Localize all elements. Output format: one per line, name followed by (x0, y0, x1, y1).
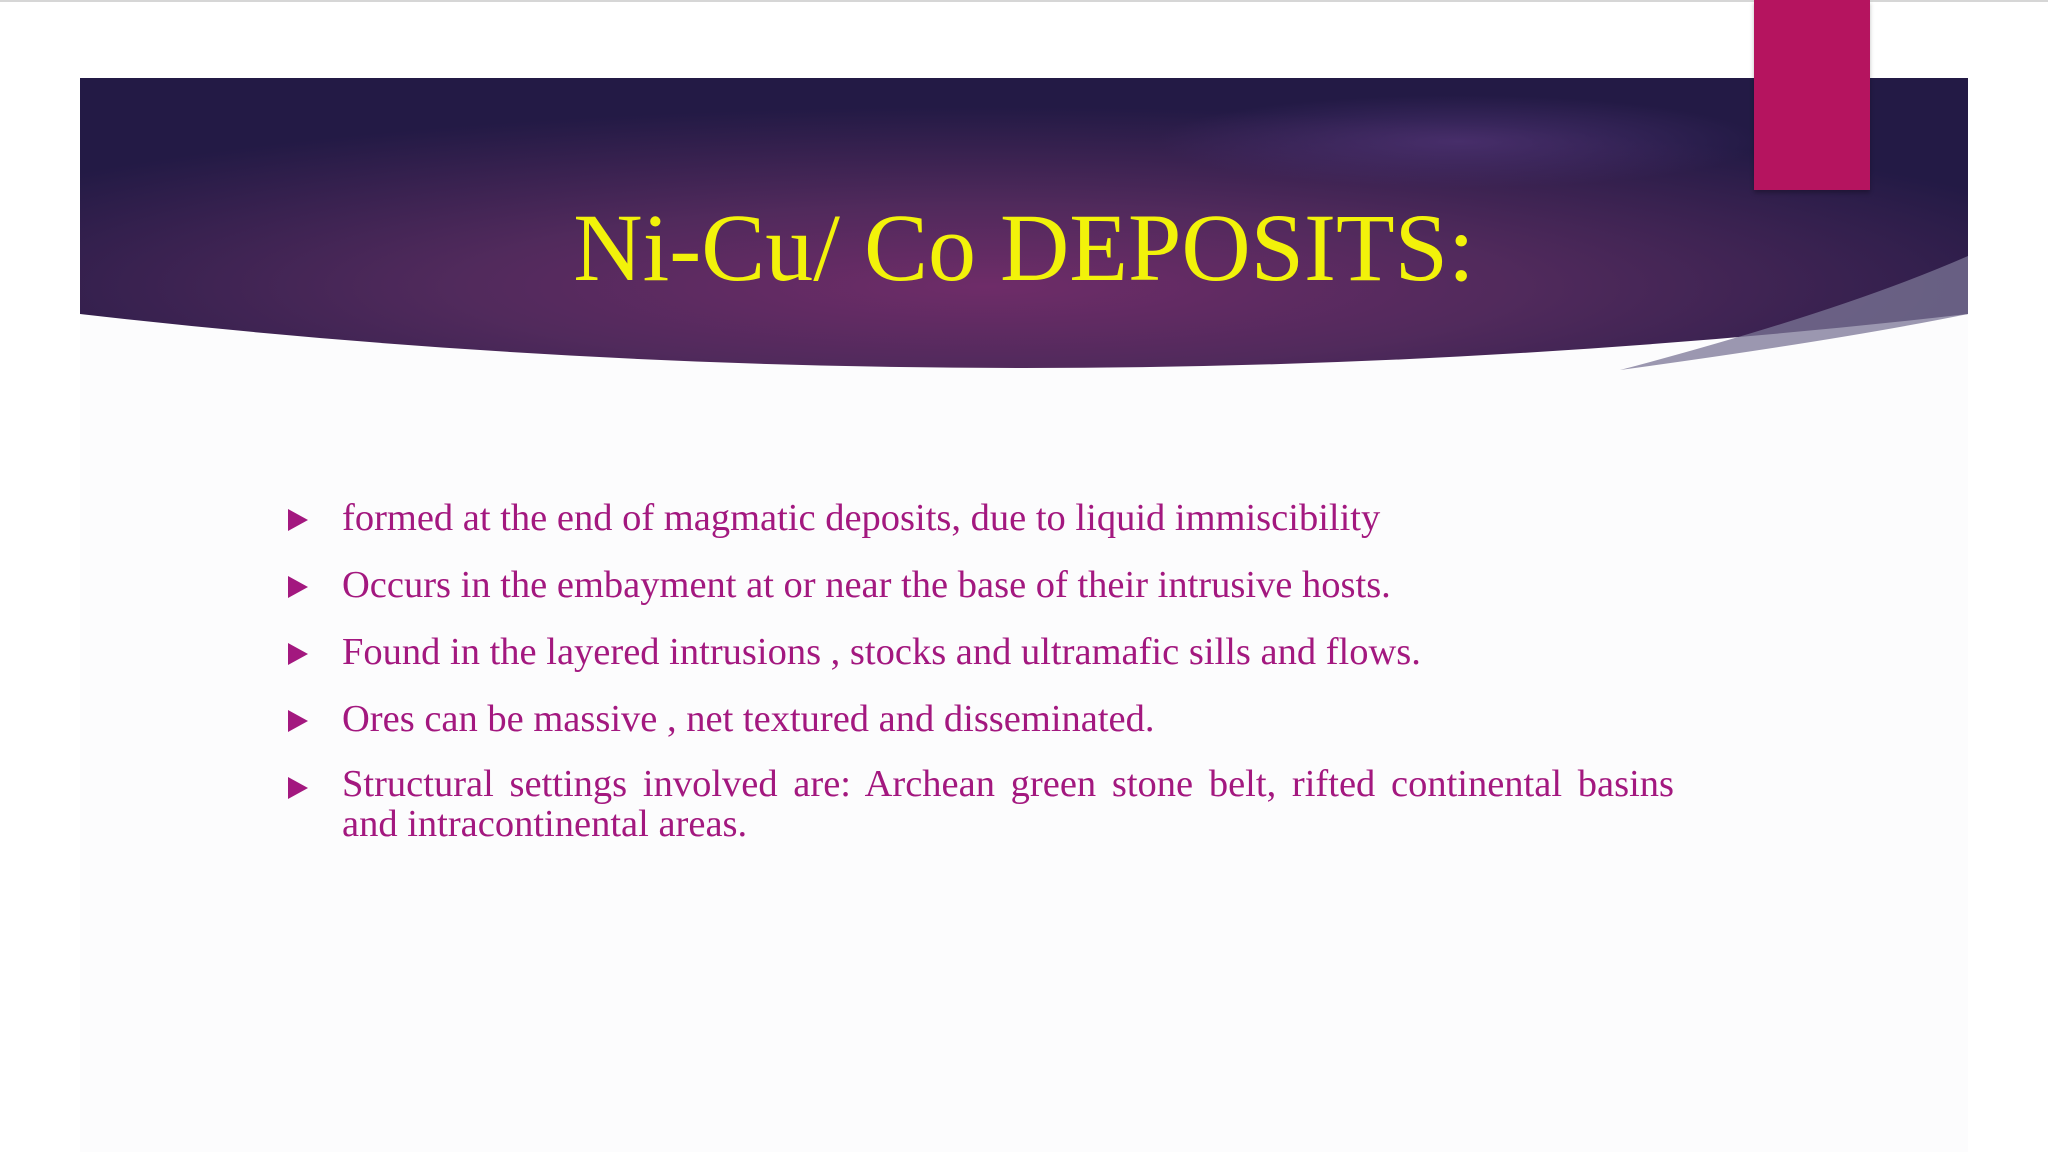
triangle-right-icon (288, 777, 308, 799)
triangle-right-icon (288, 710, 308, 732)
slide-title: Ni-Cu/ Co DEPOSITS: (573, 194, 1475, 301)
bullet-item (284, 764, 1674, 844)
bullet-text: Ores can be massive , net textured and disseminated. (342, 698, 1155, 740)
bullet-text: Structural settings involved are: Archean green stone belt, rifted continental basins and intracontinental areas. (342, 763, 1674, 845)
bullet-item (284, 496, 1674, 540)
accent-tab (1754, 0, 1870, 190)
bullet-item (284, 563, 1674, 607)
bullet-text: formed at the end of magmatic deposits, due to liquid immiscibility (342, 497, 1381, 539)
bullet-text: Found in the layered intrusions , stocks and ultramafic sills and flows. (342, 631, 1421, 673)
triangle-right-icon (288, 509, 308, 531)
window-top-border (0, 0, 2048, 2)
bullet-text: Occurs in the embayment at or near the base of their intrusive hosts. (342, 564, 1391, 606)
bullet-item (284, 630, 1674, 674)
triangle-right-icon (288, 576, 308, 598)
bullet-item (284, 697, 1674, 741)
triangle-right-icon (288, 643, 308, 665)
bullet-list (284, 496, 1674, 867)
